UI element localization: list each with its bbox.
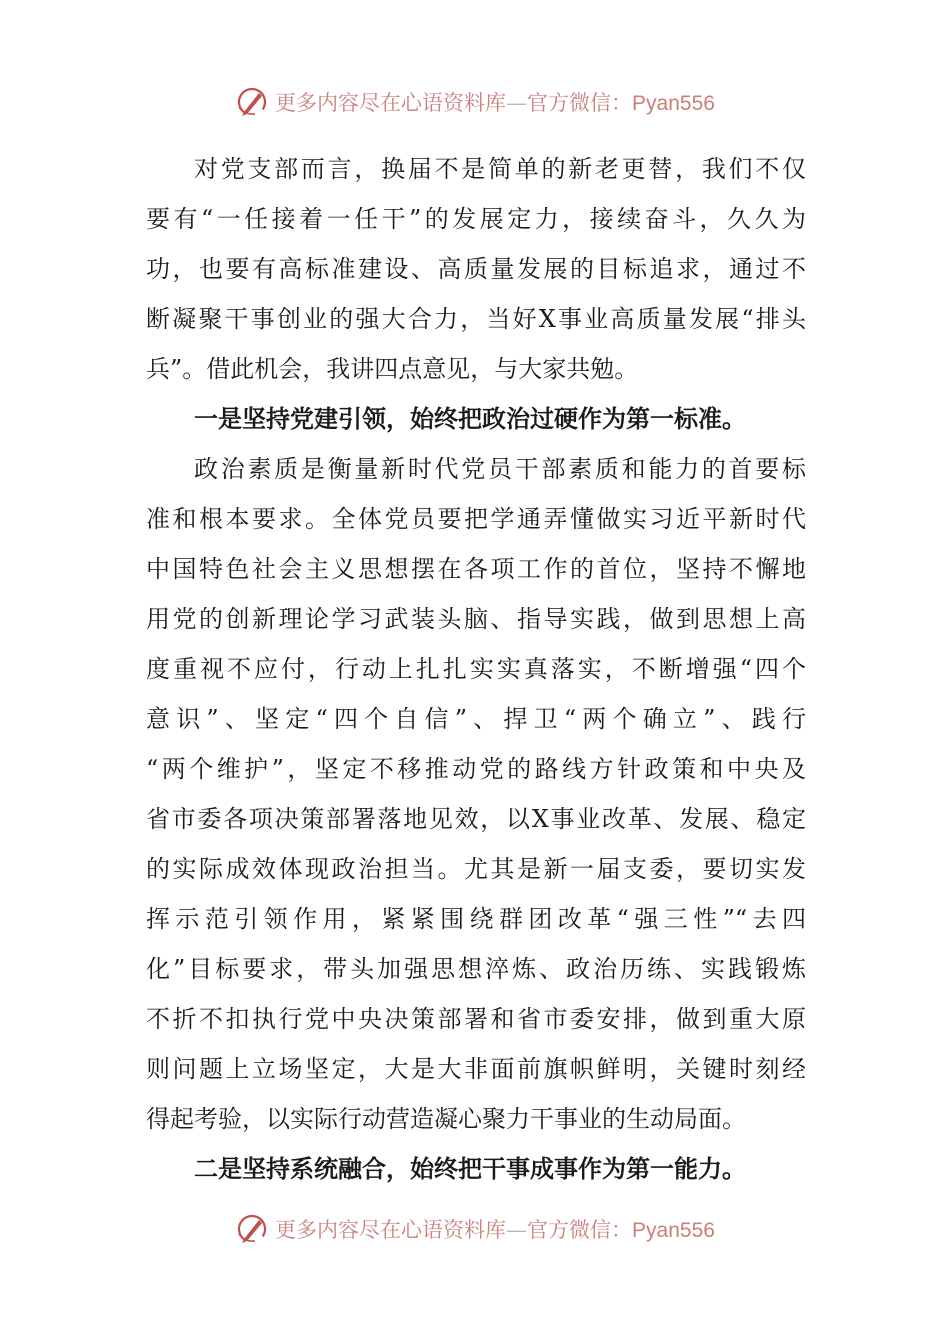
document-body: [146, 144, 806, 1194]
text-line: 意识”、坚定“四个自信”、捍卫“两个确立”、践行: [146, 705, 806, 733]
text-line: 省市委各项决策部署落地见效，以X事业改革、发展、稳定: [146, 805, 806, 833]
text-line: 的实际成效体现政治担当。尤其是新一届支委，要切实发: [146, 855, 806, 883]
text-line: 对党支部而言，换届不是简单的新老更替，我们不仅: [194, 155, 806, 183]
footer-banner-inner: [235, 1212, 715, 1246]
text-line: 则问题上立场坚定，大是大非面前旗帜鲜明，关键时刻经: [146, 1055, 806, 1083]
text-line: 中国特色社会主义思想摆在各项工作的首位，坚持不懈地: [146, 555, 806, 583]
section-heading-2: 二是坚持系统融合，始终把干事成事作为第一能力。: [194, 1154, 746, 1183]
pen-logo-icon: [235, 85, 269, 119]
pen-logo-icon: [235, 1212, 269, 1246]
paragraph-political: [146, 444, 806, 1144]
paragraph-intro: [146, 144, 806, 394]
text-line: 要有“一任接着一任干”的发展定力，接续奋斗，久久为: [146, 205, 806, 233]
text-line: 功，也要有高标准建设、高质量发展的目标追求，通过不: [146, 255, 806, 283]
text-line: 不折不扣执行党中央决策部署和省市委安排，做到重大原: [146, 1005, 806, 1033]
header-banner-text: [275, 87, 715, 117]
footer-banner-text: [275, 1214, 715, 1244]
text-line: 准和根本要求。全体党员要把学通弄懂做实习近平新时代: [146, 505, 806, 533]
footer-banner-wechat-id: Pyan556: [632, 1219, 715, 1242]
footer-banner-wechat-label: 官方微信：: [527, 1218, 633, 1242]
text-line: 用党的创新理论学习武装头脑、指导实践，做到思想上高: [146, 605, 806, 633]
section-heading-1: 一是坚持党建引领，始终把政治过硬作为第一标准。: [194, 404, 746, 433]
header-banner-wechat-label: 官方微信：: [527, 91, 633, 115]
footer-banner: [0, 1209, 950, 1249]
text-line: 挥示范引领作用，紧紧围绕群团改革“强三性”“去四: [146, 905, 806, 933]
text-line: 得起考验，以实际行动营造凝心聚力干事业的生动局面。: [146, 1105, 746, 1133]
text-line: 政治素质是衡量新时代党员干部素质和能力的首要标: [194, 455, 806, 483]
text-line: 断凝聚干事创业的强大合力，当好X事业高质量发展“排头: [146, 305, 806, 333]
text-line: 兵”。借此机会，我讲四点意见，与大家共勉。: [146, 355, 639, 383]
text-line: “两个维护”，坚定不移推动党的路线方针政策和中央及: [146, 755, 806, 783]
header-banner-dash: —: [506, 91, 528, 115]
header-banner: [0, 82, 950, 122]
header-banner-main: 更多内容尽在心语资料库: [275, 91, 507, 115]
header-banner-inner: [235, 85, 715, 119]
text-line: 度重视不应付，行动上扎扎实实真落实，不断增强“四个: [146, 655, 806, 683]
header-banner-wechat-id: Pyan556: [632, 92, 715, 115]
footer-banner-dash: —: [506, 1218, 528, 1242]
text-line: 化”目标要求，带头加强思想淬炼、政治历练、实践锻炼: [146, 955, 806, 983]
footer-banner-main: 更多内容尽在心语资料库: [275, 1218, 507, 1242]
